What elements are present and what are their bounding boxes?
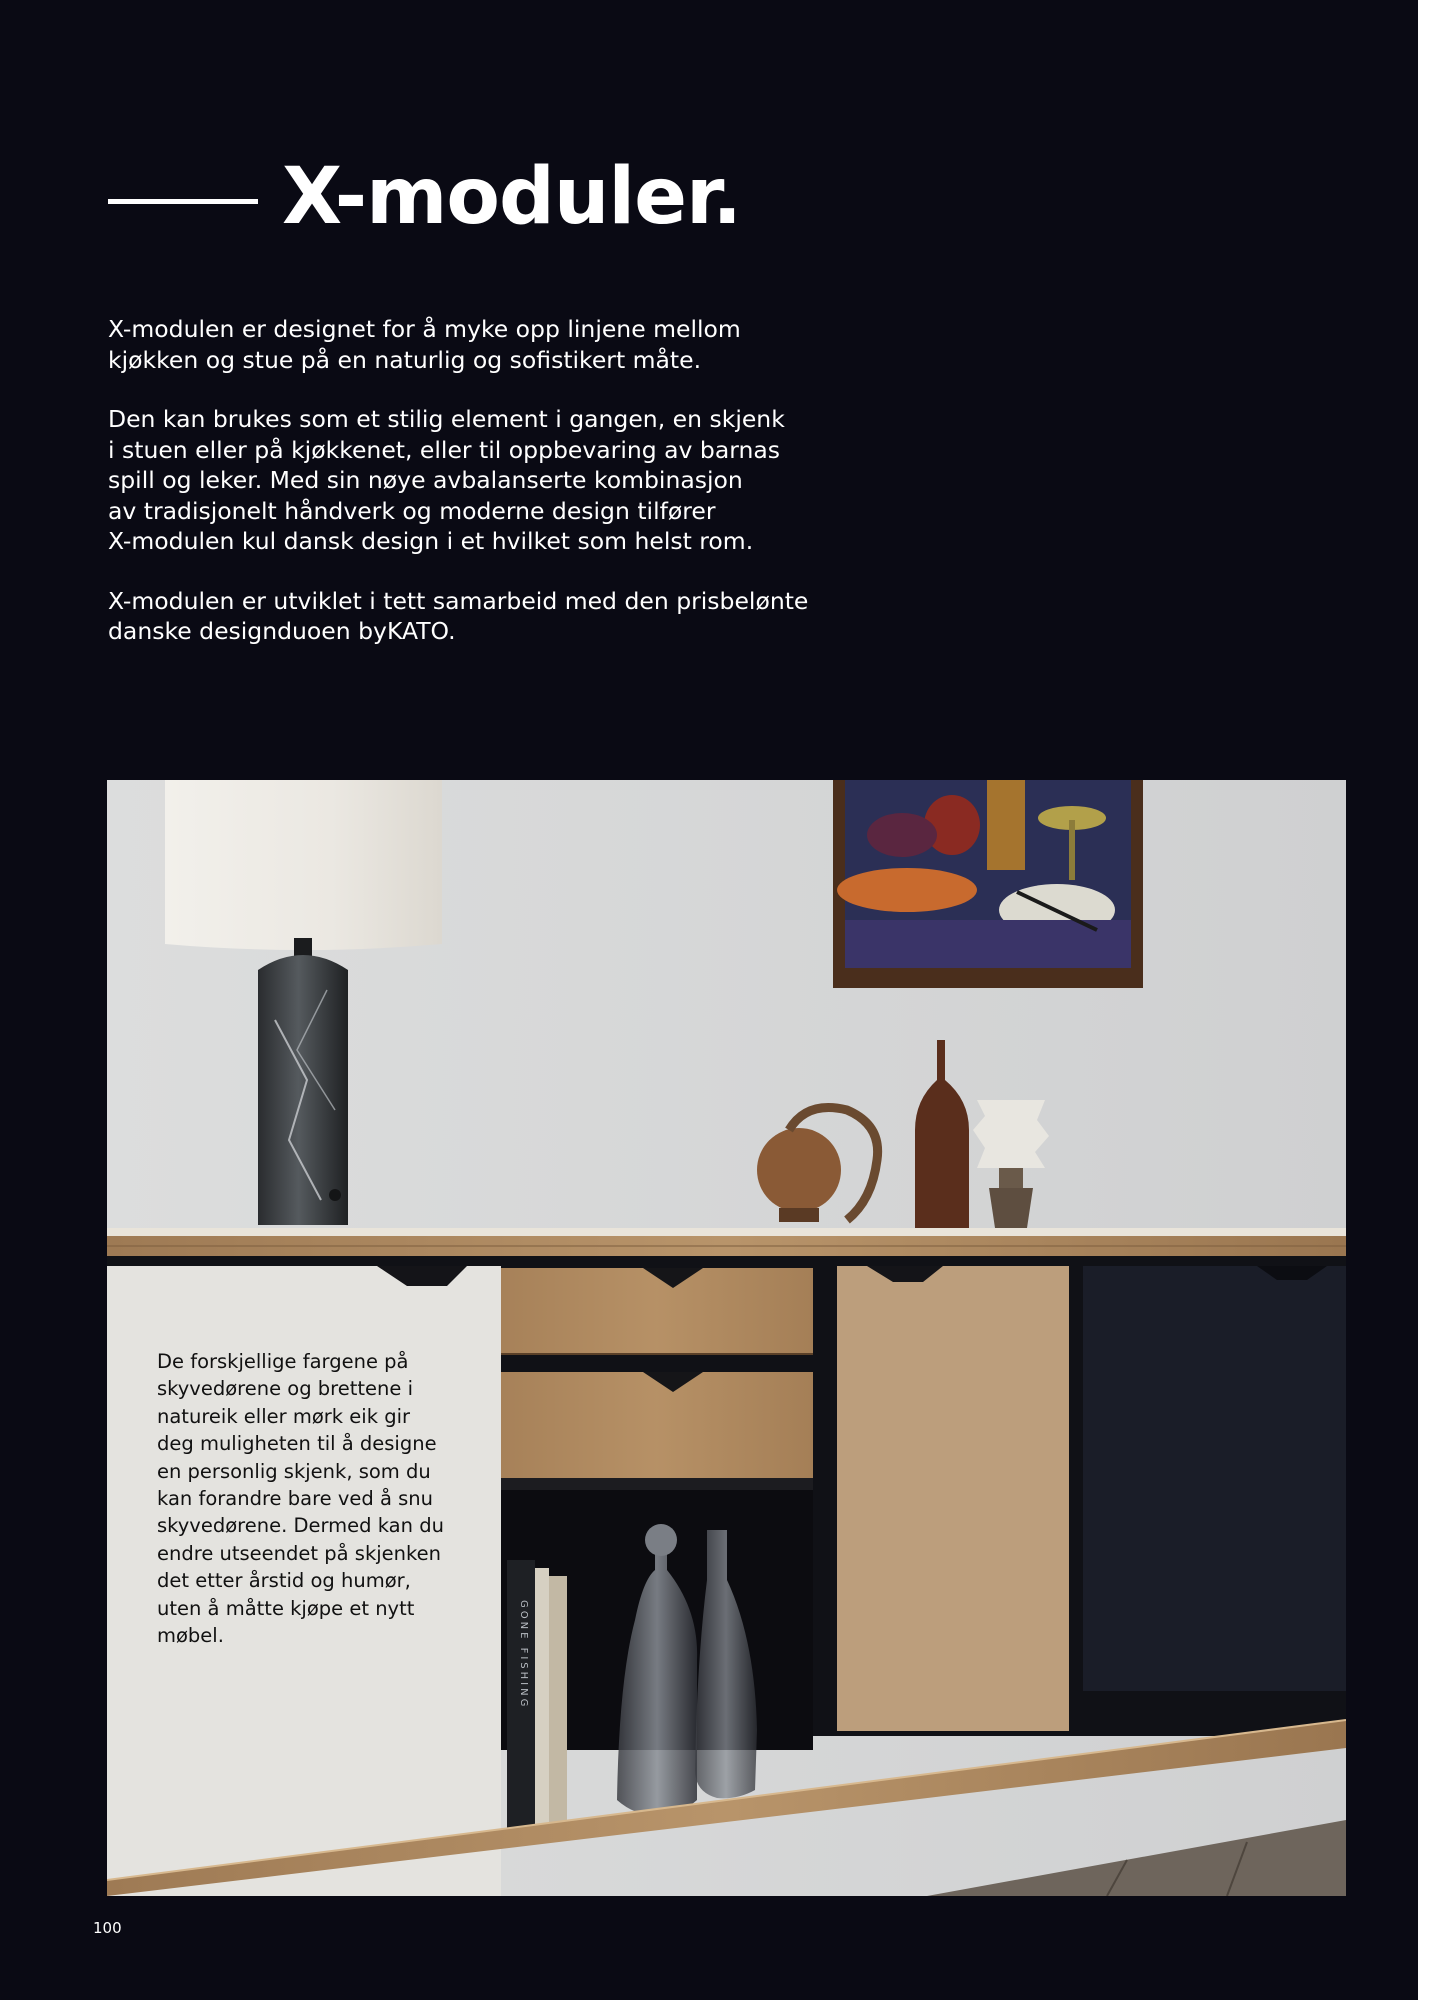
navy-sliding-door: [1083, 1266, 1346, 1691]
intro-text: [108, 314, 828, 676]
sideboard-illustration: [107, 780, 1346, 1896]
tan-sliding-door: [837, 1266, 1069, 1731]
title-rule: [108, 199, 258, 204]
oak-drawers: [501, 1268, 813, 1490]
sideboard-top: [107, 1228, 1346, 1236]
intro-paragraph-2: Den kan brukes som et stilig element i gangen, en skjenk i stuen eller på kjøkkenet, eller til oppbevaring av barnas spill og leker. Med sin nøye avbalanserte kombinasjon av tradisjonelt håndverk og moderne design tilfører X-modulen kul dansk design i et hvilket som helst rom.: [108, 405, 785, 555]
page-title: X-moduler.: [282, 152, 741, 242]
intro-paragraph-3: X-modulen er utviklet i tett samarbeid med den prisbelønte danske designduoen byKATO.: [108, 586, 809, 645]
heading: [108, 152, 741, 242]
book-spine-text: GONE FISHING: [518, 1600, 529, 1710]
sideboard-photo: [107, 780, 1346, 1896]
page-number: 100: [93, 1919, 122, 1937]
framed-painting: [833, 780, 1143, 988]
intro-paragraph-1: X-modulen er designet for å myke opp linjene mellom kjøkken og stue på en naturlig og sofistikert måte.: [108, 315, 741, 374]
photo-caption: De forskjellige fargene på skyvedørene og brettene i natureik eller mørk eik gir deg muligheten til å designe en personlig skjenk, som du kan forandre bare ved å snu skyvedørene. Dermed kan du endre utseendet på skjenken det etter årstid og humør, uten å måtte kjøpe et nytt møbel.: [157, 1350, 444, 1648]
